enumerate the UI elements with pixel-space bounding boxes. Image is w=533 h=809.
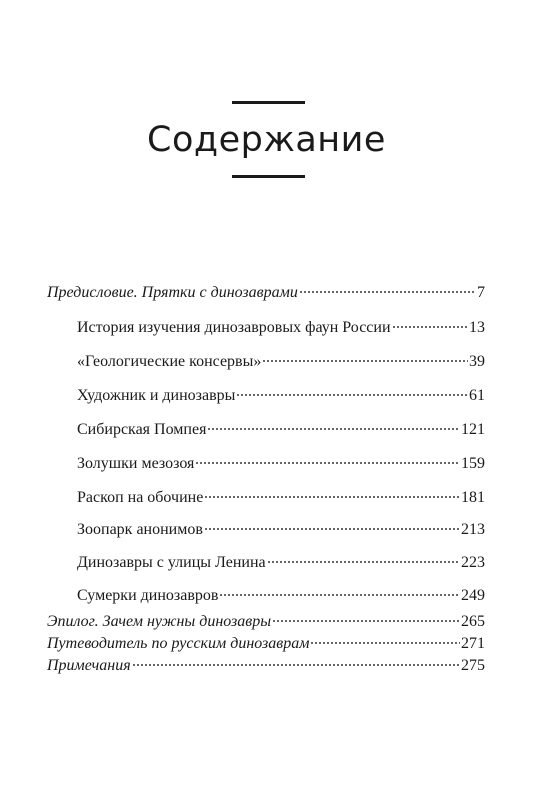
toc-entry-label: Зоопарк анонимов bbox=[77, 521, 203, 538]
toc-entry-label: Раскоп на обочине bbox=[77, 489, 204, 506]
toc-entry-page: 121 bbox=[461, 421, 485, 438]
toc-entry-roadside[interactable] bbox=[77, 488, 485, 508]
toc-entry-label: Сибирская Помпея bbox=[77, 421, 207, 438]
toc-entry-label: Сумерки динозавров bbox=[77, 587, 219, 604]
toc-entry-page: 213 bbox=[461, 521, 485, 538]
dot-leader bbox=[204, 528, 460, 530]
toc-entry-page: 181 bbox=[461, 489, 485, 506]
dot-leader bbox=[207, 428, 460, 430]
toc-entry-lenin-street[interactable] bbox=[77, 553, 485, 573]
toc-entry-geological[interactable] bbox=[77, 352, 485, 372]
dot-leader bbox=[310, 642, 460, 644]
toc-entry-history[interactable] bbox=[77, 318, 485, 338]
toc-entry-artist[interactable] bbox=[77, 386, 485, 406]
toc-entry-epilogue[interactable] bbox=[47, 612, 485, 632]
dot-leader bbox=[236, 394, 468, 396]
toc-entry-pompeii[interactable] bbox=[77, 420, 485, 440]
dot-leader bbox=[267, 561, 460, 563]
toc-entry-page: 249 bbox=[461, 587, 485, 604]
toc-entry-label: Золушки мезозоя bbox=[77, 455, 195, 472]
dot-leader bbox=[204, 496, 460, 498]
toc-entry-label: Художник и динозавры bbox=[77, 387, 236, 404]
toc-entry-cinderellas[interactable] bbox=[77, 454, 485, 474]
dot-leader bbox=[392, 326, 468, 328]
toc-entry-page: 275 bbox=[461, 657, 485, 674]
dot-leader bbox=[299, 291, 476, 293]
toc-entry-notes[interactable] bbox=[47, 656, 485, 676]
toc-entry-page: 7 bbox=[477, 284, 485, 301]
dot-leader bbox=[195, 462, 460, 464]
toc-entry-page: 223 bbox=[461, 554, 485, 571]
toc-entry-preface[interactable] bbox=[47, 283, 485, 303]
dot-leader bbox=[272, 620, 460, 622]
toc-entry-page: 13 bbox=[469, 319, 485, 336]
toc-entry-page: 265 bbox=[461, 613, 485, 630]
page-title: Содержание bbox=[147, 120, 386, 160]
toc-entry-page: 61 bbox=[469, 387, 485, 404]
toc-entry-label: Динозавры с улицы Ленина bbox=[77, 554, 266, 571]
toc-entry-label: Предисловие. Прятки с динозаврами bbox=[47, 284, 298, 301]
dot-leader bbox=[219, 594, 460, 596]
toc-entry-twilight[interactable] bbox=[77, 586, 485, 606]
toc-entry-label: «Геологические консервы» bbox=[77, 353, 262, 370]
toc-entry-page: 271 bbox=[461, 635, 485, 652]
dot-leader bbox=[132, 664, 460, 666]
dot-leader bbox=[262, 360, 468, 362]
toc-entry-guide[interactable] bbox=[47, 634, 485, 654]
toc-entry-label: Путеводитель по русским динозаврам bbox=[47, 635, 310, 652]
toc-entry-label: Примечания bbox=[47, 657, 131, 674]
toc-entry-label: Эпилог. Зачем нужны динозавры bbox=[47, 613, 272, 630]
toc-entry-zoo[interactable] bbox=[77, 520, 485, 540]
toc-entry-page: 39 bbox=[469, 353, 485, 370]
toc-entry-page: 159 bbox=[461, 455, 485, 472]
toc-entry-label: История изучения динозавровых фаун России bbox=[77, 319, 391, 336]
